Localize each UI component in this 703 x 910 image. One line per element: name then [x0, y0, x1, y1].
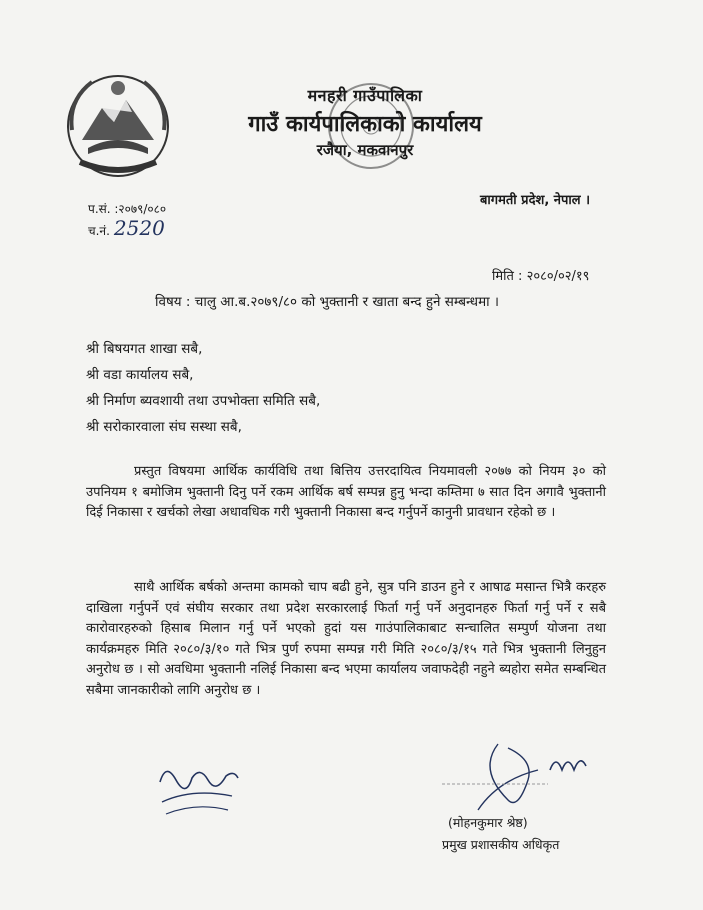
letterhead	[200, 84, 530, 160]
cn-value-handwritten: 2520	[113, 216, 165, 240]
municipality-name: मनहरी गाउँपालिका	[307, 86, 423, 105]
addressee-item: श्री निर्माण ब्यवशायी तथा उपभोक्ता समिति सबै,	[86, 393, 321, 409]
date-label: मिति :	[492, 269, 523, 284]
letter-date	[492, 266, 589, 284]
office-name: गाउँ कार्यपालिकाको कार्यालय	[248, 112, 482, 137]
cn-label: च.नं.	[88, 224, 110, 238]
body-paragraph-1: प्रस्तुत विषयमा आर्थिक कार्यविधि तथा बित्तिय उत्तरदायित्व नियमावली २०७७ को नियम ३० को उपनियम १ बमोजिम भुक्तानी दिनु पर्ने रकम आर्थिक बर्ष सम्पन्न हुनु भन्दा कम्तिमा ७ सात दिन अगावै भुक्तानी दिई निकासा र खर्चको लेखा अधावधिक गरी भुक्तानी निकासा बन्द गर्नुपर्ने कानुनी प्रावधान रहेको छ ।	[86, 464, 606, 520]
ps-value: २०७९/०८०	[118, 202, 167, 216]
handwritten-signature-right	[438, 740, 598, 820]
signatory-name: (मोहनकुमार श्रेष्ठ)	[448, 815, 528, 830]
date-value: २०८०/०२/१९	[526, 269, 590, 284]
nepal-emblem-icon	[62, 70, 174, 182]
addressee-item: श्री सरोकारवाला संघ सस्था सबै,	[86, 419, 242, 435]
office-location: रजैया, मकवानपुर	[316, 141, 414, 159]
subject-line: विषय : चालु आ.ब.२०७९/८० को भुक्तानी र खाता बन्द हुने सम्बन्धमा ।	[155, 294, 500, 310]
province-name: बागमती प्रदेश, नेपाल ।	[480, 193, 591, 208]
signatory-block	[442, 812, 559, 856]
handwritten-signature-left	[152, 752, 242, 822]
addressee-list	[86, 336, 320, 440]
signatory-designation: प्रमुख प्रशासकीय अधिकृत	[442, 837, 560, 852]
addressee-item: श्री बिषयगत शाखा सबै,	[86, 341, 203, 357]
reference-block	[88, 200, 166, 241]
body-paragraph-2: साथै आर्थिक बर्षको अन्तमा कामको चाप बढी हुने, सुत्र पनि डाउन हुने र आषाढ मसान्त भित्रै करहरु दाखिला गर्नुपर्ने एवं संघीय सरकार तथा प्रदेश सरकारलाई फिर्ता गर्नु पर्ने अनुदानहरु फिर्ता गर्नु पर्ने र सबै कारोवारहरुको हिसाब मिलान गर्नु पर्ने भएको हुदां यस गाउंपालिकाबाट सन्चालित सम्पुर्ण योजना तथा कार्यक्रमहरु मिति २०८०/३/१० गते भित्र पुर्ण रुपमा सम्पन्न गरी मिति २०८०/३/१५ गते भित्र भुक्तानी लिनुहुन अनुरोध छ । सो अवधिमा भुक्तानी नलिई निकासा बन्द भएमा कार्यालय जवाफदेही नहुने ब्यहोरा समेत सम्बन्धित सबैमा जानकारीको लागि अनुरोध छ ।	[86, 580, 606, 698]
addressee-item: श्री वडा कार्यालय सबै,	[86, 367, 194, 383]
ps-label: प.सं. :	[88, 202, 119, 216]
